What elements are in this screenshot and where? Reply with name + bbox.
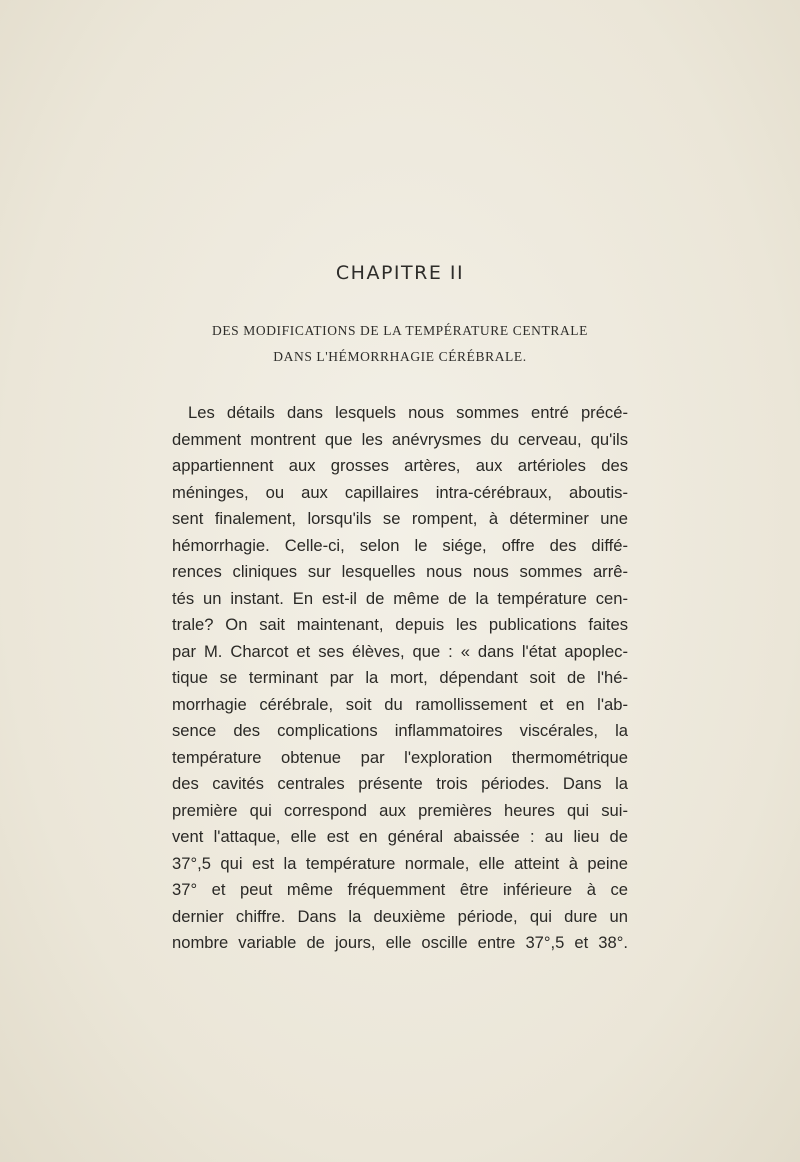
- body-paragraph: [172, 400, 628, 957]
- paragraph-line: méninges, ou aux capillaires intra-cérébraux, aboutis-: [172, 482, 628, 502]
- paragraph-line: première qui correspond aux premières heures qui sui-: [172, 800, 628, 820]
- paragraph-line: vent l'attaque, elle est en général abaissée : au lieu de: [172, 827, 628, 846]
- paragraph-line: appartiennent aux grosses artères, aux artérioles des: [172, 456, 628, 475]
- paragraph-line: hémorrhagie. Celle-ci, selon le siége, offre des diffé-: [172, 535, 628, 555]
- paragraph-line: 37° et peut même fréquemment être inférieure à ce: [172, 880, 628, 899]
- paragraph-line: sence des complications inflammatoires viscérales, la: [172, 721, 628, 740]
- paragraph-line: demment montrent que les anévrysmes du cerveau, qu'ils: [172, 429, 628, 449]
- paragraph-line: température obtenue par l'exploration thermométrique: [172, 747, 628, 767]
- chapter-title: [0, 318, 800, 370]
- paragraph-line: des cavités centrales présente trois périodes. Dans la: [172, 774, 628, 793]
- paragraph-line: trale? On sait maintenant, depuis les publications faites: [172, 615, 628, 634]
- paragraph-line: rences cliniques sur lesquelles nous nous sommes arrê-: [172, 562, 628, 581]
- paragraph-line: morrhagie cérébrale, soit du ramollissement et en l'ab-: [172, 694, 628, 714]
- chapter-title-line: DANS L'HÉMORRHAGIE CÉRÉBRALE.: [273, 349, 527, 364]
- paragraph-line: Les détails dans lesquels nous sommes entré précé-: [188, 403, 628, 422]
- paragraph-line: sent finalement, lorsqu'ils se rompent, à déterminer une: [172, 509, 628, 528]
- paragraph-line: tés un instant. En est-il de même de la température cen-: [172, 588, 628, 608]
- paragraph-line: nombre variable de jours, elle oscille entre 37°,5 et 38°.: [172, 933, 628, 952]
- paragraph-line: par M. Charcot et ses élèves, que : « dans l'état apoplec-: [172, 641, 628, 661]
- paragraph-line: dernier chiffre. Dans la deuxième période, qui dure un: [172, 906, 628, 926]
- chapter-heading: CHAPITRE II: [335, 262, 465, 284]
- paragraph-line: 37°,5 qui est la température normale, elle atteint à peine: [172, 853, 628, 873]
- chapter-title-line: DES MODIFICATIONS DE LA TEMPÉRATURE CENTRALE: [211, 323, 589, 338]
- paragraph-line: tique se terminant par la mort, dépendant soit de l'hé-: [172, 668, 628, 687]
